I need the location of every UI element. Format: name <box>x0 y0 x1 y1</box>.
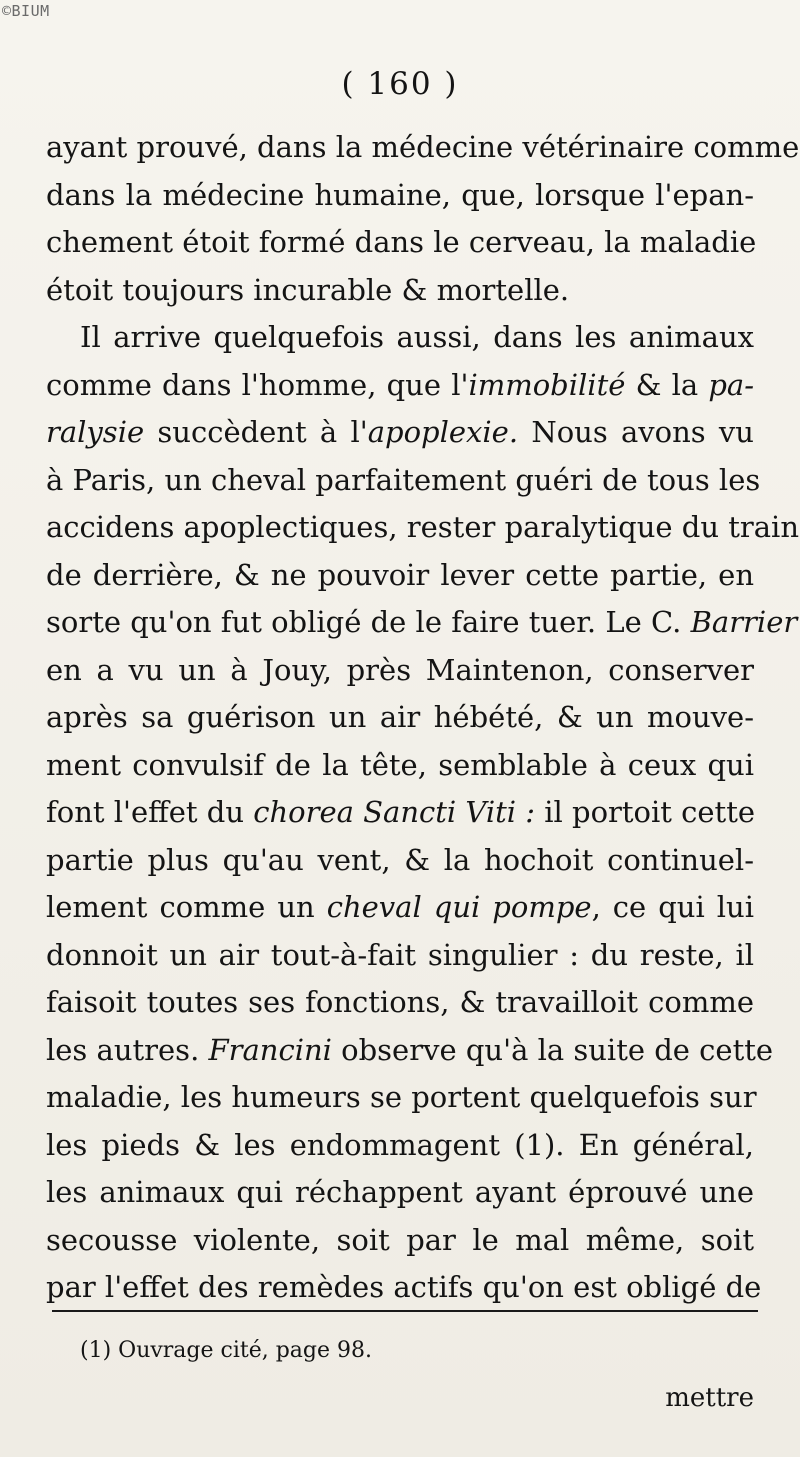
text-run: sorte qu'on fut obligé de le faire tuer. Le C. <box>46 605 691 639</box>
text-line <box>46 409 754 457</box>
italic-text: Francini <box>208 1032 332 1067</box>
text-run: accidens apoplectiques, rester paralytique du train <box>46 510 799 544</box>
text-run: font l'effet du <box>46 795 254 829</box>
text-run: il portoit cette <box>535 795 756 829</box>
text-run: les animaux qui réchappent ayant éprouvé une <box>46 1175 754 1209</box>
text-line <box>46 599 798 647</box>
italic-text: ralysie <box>46 415 145 449</box>
text-run: , ce qui lui <box>591 890 754 924</box>
text-run: succèdent à l' <box>144 415 368 449</box>
text-line <box>46 124 800 172</box>
text-run: par l'effet des remèdes actifs qu'on est obligé de <box>46 1270 762 1304</box>
text-run: ment convulsif de la tête, semblable à ceux qui <box>46 747 754 782</box>
footnote-rule <box>52 1310 758 1312</box>
text-line <box>46 314 754 362</box>
italic-text: apoplexie. <box>367 415 519 449</box>
text-run: Nous avons vu <box>518 415 754 449</box>
text-line <box>46 1074 757 1122</box>
italic-text: cheval qui pompe <box>326 890 592 924</box>
text-line <box>46 979 754 1027</box>
text-run: après sa guérison un air hébété, & un mouve- <box>46 700 754 734</box>
text-run: comme dans l'homme, que l' <box>46 367 469 402</box>
text-run: secousse violente, soit par le mal même, soit <box>46 1222 754 1257</box>
text-line <box>46 1169 754 1217</box>
text-run: les autres. <box>46 1032 209 1067</box>
text-run: lement comme un <box>46 890 327 924</box>
text-run: maladie, les humeurs se portent quelquefois sur <box>46 1080 757 1114</box>
text-line <box>46 219 757 267</box>
text-line <box>46 457 761 505</box>
text-line <box>46 884 754 932</box>
text-run: les pieds & les endommagent (1). En général, <box>46 1127 754 1162</box>
text-run: Il arrive quelquefois aussi, dans les animaux <box>80 320 754 354</box>
text-run: de derrière, & ne pouvoir lever cette partie, en <box>46 557 754 592</box>
text-run: donnoit un air tout-à-fait singulier : du reste, il <box>46 937 754 972</box>
text-line <box>46 552 754 600</box>
text-run: en a vu un à Jouy, près Maintenon, conserver <box>46 652 754 687</box>
text-line <box>46 694 754 742</box>
text-run: & la <box>625 367 709 402</box>
text-run: dans la médecine humaine, que, lorsque l'epan- <box>46 177 754 212</box>
body-text <box>46 124 800 1312</box>
text-run: observe qu'à la suite de cette <box>331 1032 774 1067</box>
text-run: étoit toujours incurable & mortelle. <box>46 272 570 307</box>
text-line <box>46 647 754 695</box>
text-line <box>46 1122 754 1170</box>
text-run: ayant prouvé, dans la médecine vétérinaire comme <box>46 130 800 164</box>
text-line <box>46 932 754 980</box>
text-run: partie plus qu'au vent, & la hochoit continuel- <box>46 842 754 877</box>
text-run: chement étoit formé dans le cerveau, la maladie <box>46 225 757 259</box>
catchword: mettre <box>665 1383 754 1413</box>
italic-text: immobilité <box>468 367 626 402</box>
text-run: faisoit toutes ses fonctions, & travailloit comme <box>46 985 754 1019</box>
text-line <box>46 789 754 837</box>
text-line <box>46 267 754 315</box>
footnote: (1) Ouvrage cité, page 98. <box>80 1338 373 1363</box>
text-line <box>46 362 754 410</box>
page-number: ( 160 ) <box>341 66 459 102</box>
text-line <box>46 837 754 885</box>
italic-text: chorea Sancti Viti : <box>253 795 536 829</box>
text-line <box>46 504 799 552</box>
text-line <box>46 1027 774 1075</box>
text-line <box>46 742 754 790</box>
text-line <box>46 1264 762 1312</box>
italic-text: Barrier <box>690 605 798 639</box>
text-run: à Paris, un cheval parfaitement guéri de tous les <box>46 462 761 497</box>
text-line <box>46 172 754 220</box>
library-watermark: ©BIUM <box>2 2 50 20</box>
text-line <box>46 1217 754 1265</box>
italic-text: pa- <box>708 367 754 402</box>
